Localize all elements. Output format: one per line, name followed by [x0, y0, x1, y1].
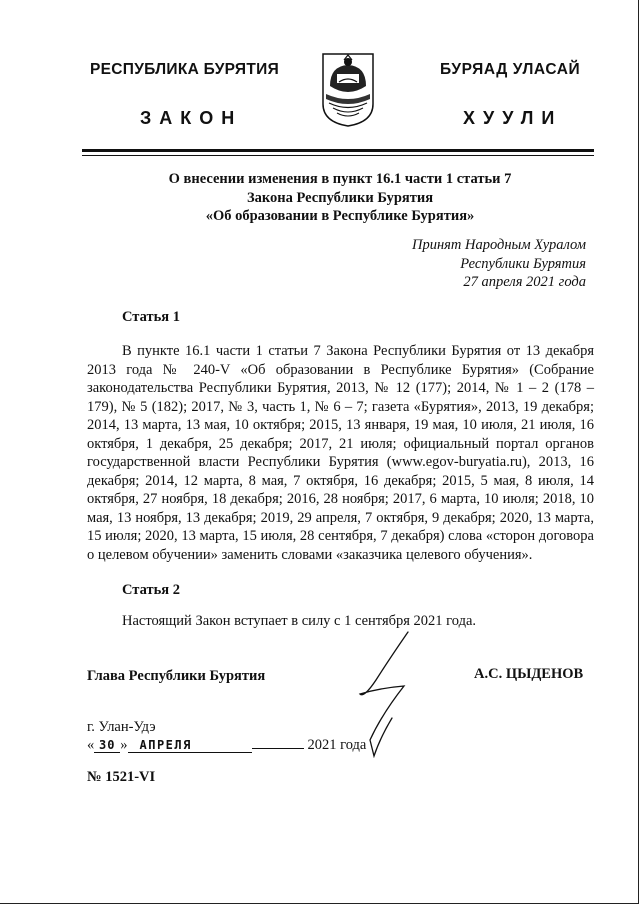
law-title — [90, 170, 590, 226]
law-title-line: «Об образовании в Республике Бурятия» — [205, 208, 475, 224]
header-law-buryat: ХУУЛИ — [463, 108, 563, 128]
signing-date — [87, 737, 366, 754]
date-underline — [252, 748, 304, 749]
signing-month: АПРЕЛЯ — [128, 738, 252, 753]
quote-close: » — [120, 737, 128, 753]
header-law-russian: ЗАКОН — [140, 108, 243, 128]
signing-year: 2021 года — [307, 737, 367, 753]
article-2-heading: Статья 2 — [122, 582, 180, 598]
article-1-heading: Статья 1 — [122, 309, 180, 325]
header-rule-thick — [82, 149, 594, 152]
article-1-text: В пункте 16.1 части 1 статьи 7 Закона Республики Бурятия от 13 декабря 2013 года № 240-V «Об образовании в Республике Бурятия» (Собрание законодательства Республики Бурятия, 2013, № 12 (177); 2014, № 1 – 2 (178 – 179), № 5 (182); 2017, № 3, часть 1, № 6 – 7; газета «Бурятия», 2013, 19 декабря; 2014, 13 марта, 13 мая, 10 октября; 2015, 13 января, 19 мая, 10 июля, 21 июля, 16 октября, 1 декабря, 25 декабря; 2017, 21 июля; официальный портал органов государственной власти Республики Бурятия (www.egov-buryatia.ru), 2013, 16 декабря; 2014, 12 марта, 8 мая, 7 октября, 16 декабря; 2015, 5 мая, 8 июля, 14 октября, 27 ноября, 18 декабря; 2016, 28 ноября; 2017, 6 марта, 10 июля; 2018, 10 мая, 13 ноября, 13 декабря; 2019, 29 апреля, 7 октября, 9 декабря; 2020, 13 марта, 15 июля; 2020, 13 марта, 15 июля, 28 сентября, 7 декабря) слова «сторон договора о целевом обучении» заменить словами «заказчика целевого обучения». — [87, 343, 594, 563]
adoption-note — [412, 236, 586, 292]
signing-city: г. Улан-Удэ — [87, 719, 156, 735]
signing-day: 30 — [94, 738, 120, 753]
coat-of-arms-icon — [320, 52, 376, 128]
article-2-text: Настоящий Закон вступает в силу с 1 сентября 2021 года. — [122, 613, 477, 629]
law-title-line: Закона Республики Бурятия — [246, 189, 434, 206]
adoption-line: Принят Народным Хуралом — [411, 237, 586, 253]
header-rule-thin — [82, 155, 594, 156]
law-title-line: О внесении изменения в пункт 16.1 части 1 статьи 7 — [168, 171, 512, 187]
header-republic-buryat: БУРЯАД УЛАСАЙ — [440, 61, 581, 78]
law-number: № 1521-VI — [87, 769, 156, 785]
signatory-title: Глава Республики Бурятия — [87, 668, 266, 684]
quote-open: « — [87, 737, 95, 753]
signatory-name: А.С. ЦЫДЕНОВ — [474, 666, 584, 682]
adoption-date: 27 апреля 2021 года — [463, 274, 586, 290]
header-republic-russian: РЕСПУБЛИКА БУРЯТИЯ — [90, 61, 280, 78]
adoption-line: Республики Бурятия — [460, 255, 586, 272]
